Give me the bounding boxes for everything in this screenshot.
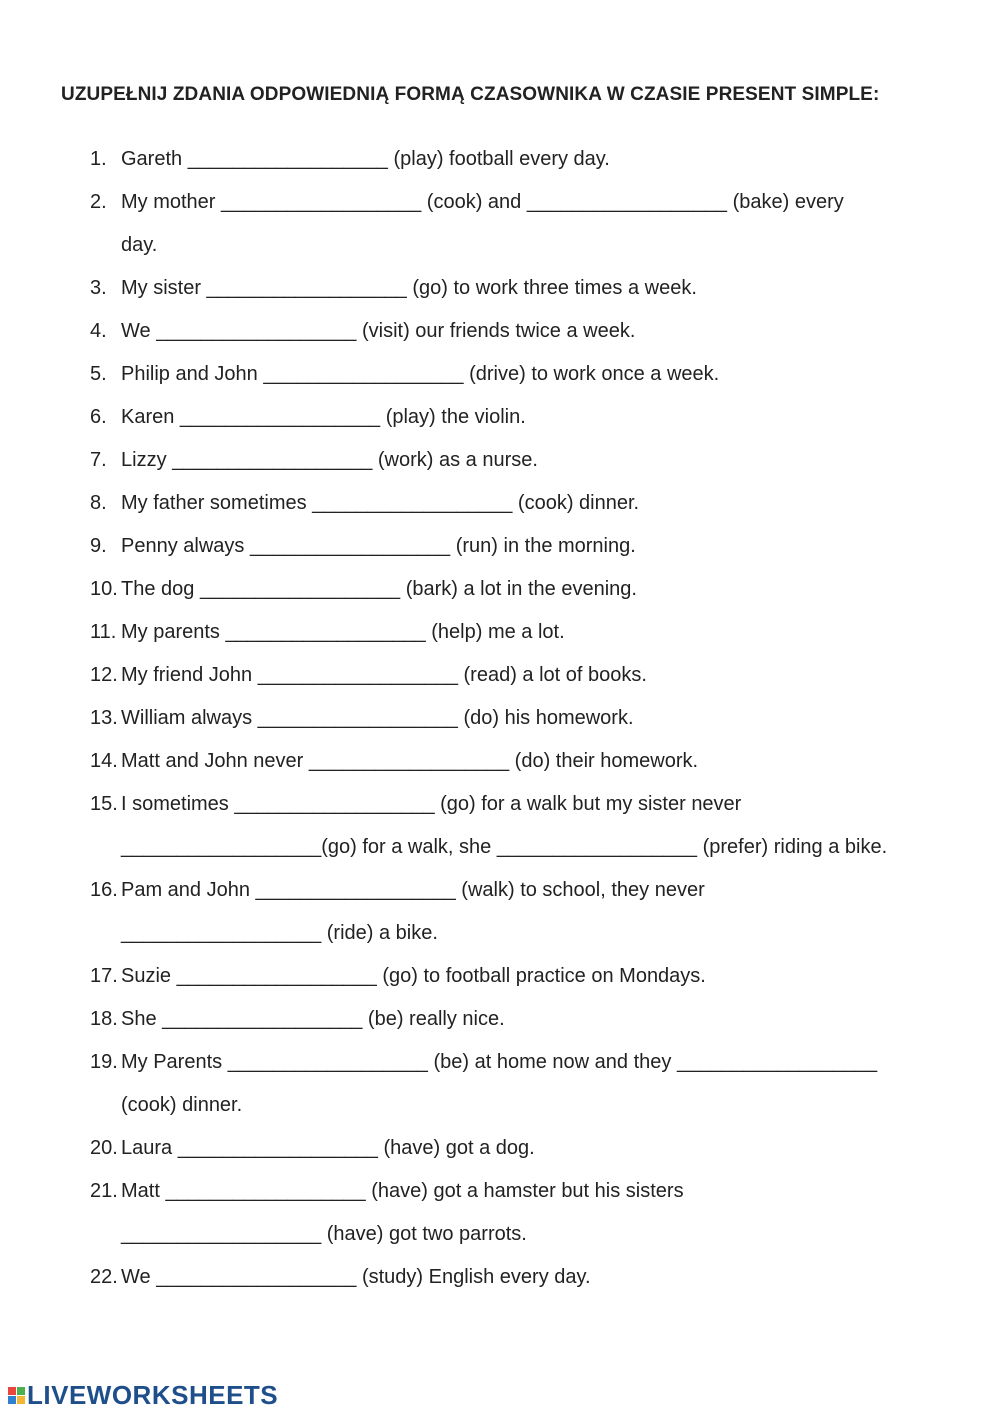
exercise-sentence: Philip and John __________________ (drive) to work once a week. xyxy=(121,363,720,385)
exercise-sentence: Lizzy __________________ (work) as a nurse. xyxy=(121,449,538,471)
item-number: 4. xyxy=(90,320,107,342)
exercise-sentence: The dog __________________ (bark) a lot in the evening. xyxy=(121,578,637,600)
exercise-sentence: We __________________ (visit) our friends twice a week. xyxy=(121,320,636,342)
exercise-sentence: Penny always __________________ (run) in the morning. xyxy=(121,535,636,557)
exercise-sentence: My parents __________________ (help) me a lot. xyxy=(121,621,565,643)
item-number: 22. xyxy=(90,1266,118,1288)
exercise-sentence-continuation: __________________ (have) got two parrots. xyxy=(121,1223,527,1245)
exercise-sentence-continuation: (cook) dinner. xyxy=(121,1094,243,1116)
exercise-sentence: My father sometimes __________________ (cook) dinner. xyxy=(121,492,640,514)
exercise-sentence-continuation: day. xyxy=(121,234,158,256)
brand-name: LIVEWORKSHEETS xyxy=(27,1380,279,1410)
item-number: 2. xyxy=(90,191,107,213)
item-number: 16. xyxy=(90,879,118,901)
item-number: 7. xyxy=(90,449,107,471)
exercise-sentence: Karen __________________ (play) the violin. xyxy=(121,406,526,428)
exercise-sentence: Suzie __________________ (go) to football practice on Mondays. xyxy=(121,965,706,987)
item-number: 21. xyxy=(90,1180,118,1202)
logo-square-red xyxy=(8,1387,16,1395)
worksheet-title: UZUPEŁNIJ ZDANIA ODPOWIEDNIĄ FORMĄ CZASOWNIKA W CZASIE PRESENT SIMPLE: xyxy=(61,84,880,105)
item-number: 17. xyxy=(90,965,118,987)
item-number: 20. xyxy=(90,1137,118,1159)
item-number: 13. xyxy=(90,707,118,729)
exercise-sentence: Matt and John never __________________ (do) their homework. xyxy=(121,750,699,772)
item-number: 8. xyxy=(90,492,107,514)
item-number: 3. xyxy=(90,277,107,299)
exercise-sentence-continuation: __________________(go) for a walk, she __________________ (prefer) riding a bike. xyxy=(121,836,888,858)
item-number: 9. xyxy=(90,535,107,557)
logo-square-yellow xyxy=(17,1396,25,1404)
item-number: 12. xyxy=(90,664,118,686)
exercise-sentence: We __________________ (study) English every day. xyxy=(121,1266,591,1288)
exercise-sentence: Pam and John __________________ (walk) to school, they never xyxy=(121,879,705,901)
exercise-sentence-continuation: __________________ (ride) a bike. xyxy=(121,922,438,944)
liveworksheets-logo-icon xyxy=(8,1383,25,1409)
item-number: 11. xyxy=(90,621,117,643)
footer-logo[interactable] xyxy=(8,1380,278,1411)
exercise-sentence: My Parents __________________ (be) at home now and they __________________ xyxy=(121,1051,878,1073)
item-number: 19. xyxy=(90,1051,118,1073)
item-number: 1. xyxy=(90,148,107,170)
exercise-sentence: William always __________________ (do) his homework. xyxy=(121,707,634,729)
item-number: 15. xyxy=(90,793,118,815)
logo-square-green xyxy=(17,1387,25,1395)
item-number: 5. xyxy=(90,363,107,385)
exercise-sentence: Laura __________________ (have) got a dog. xyxy=(121,1137,535,1159)
item-number: 10. xyxy=(90,578,118,600)
exercise-sentence: I sometimes __________________ (go) for a walk but my sister never xyxy=(121,793,742,815)
item-number: 18. xyxy=(90,1008,118,1030)
exercise-sentence: Matt __________________ (have) got a hamster but his sisters xyxy=(121,1180,684,1202)
item-number: 14. xyxy=(90,750,118,772)
exercise-sentence: My sister __________________ (go) to work three times a week. xyxy=(121,277,697,299)
exercise-sentence: Gareth __________________ (play) football every day. xyxy=(121,148,610,170)
exercise-sentence: My friend John __________________ (read) a lot of books. xyxy=(121,664,647,686)
item-number: 6. xyxy=(90,406,107,428)
logo-square-blue xyxy=(8,1396,16,1404)
exercise-sentence: My mother __________________ (cook) and __________________ (bake) every xyxy=(121,191,844,213)
exercise-sentence: She __________________ (be) really nice. xyxy=(121,1008,505,1030)
